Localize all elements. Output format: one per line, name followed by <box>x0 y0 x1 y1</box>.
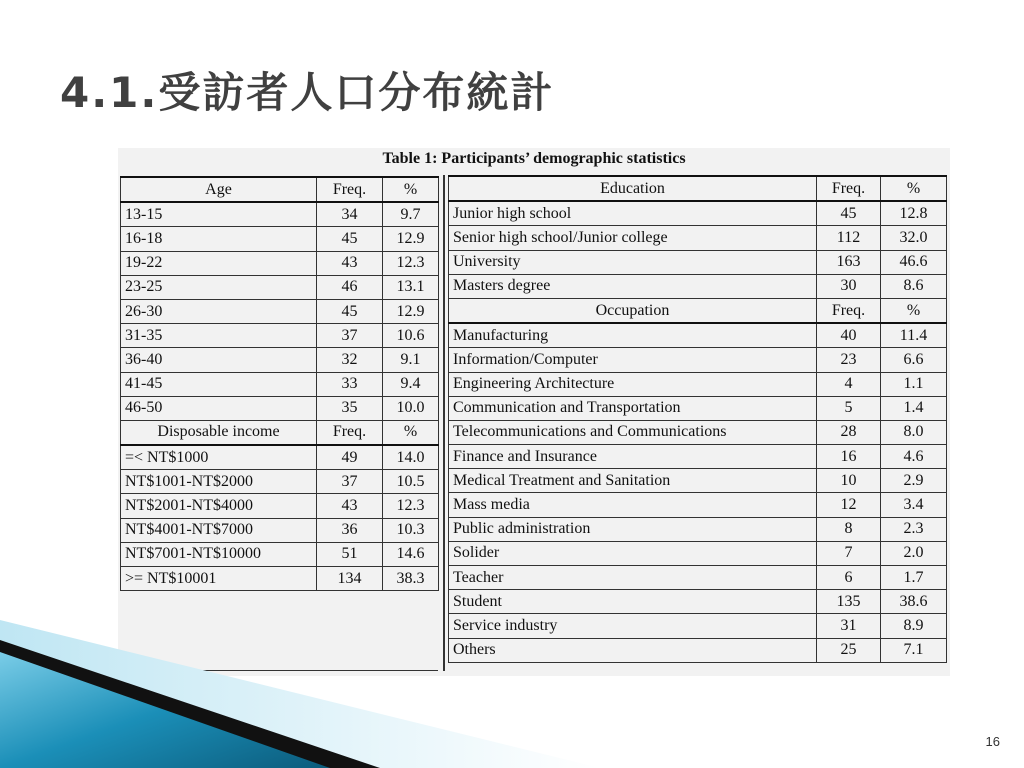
age-row-freq: 35 <box>317 396 383 420</box>
income-row <box>121 470 439 494</box>
occupation-freq-header: Freq. <box>817 298 881 323</box>
age-row-freq: 45 <box>317 227 383 251</box>
occupation-row-label: Finance and Insurance <box>449 445 817 469</box>
education-row <box>449 274 947 298</box>
age-row <box>121 372 439 396</box>
age-row-freq: 43 <box>317 251 383 275</box>
income-row-freq: 51 <box>317 542 383 566</box>
education-row-label: Masters degree <box>449 274 817 298</box>
income-header: Disposable income <box>121 420 317 445</box>
occupation-row-label: Teacher <box>449 566 817 590</box>
occupation-row-percent: 7.1 <box>881 638 947 662</box>
income-row <box>121 567 439 591</box>
occupation-row-percent: 2.9 <box>881 469 947 493</box>
occupation-row <box>449 541 947 565</box>
occupation-row <box>449 566 947 590</box>
age-percent-header: % <box>383 177 439 202</box>
age-row <box>121 275 439 299</box>
occupation-row-freq: 16 <box>817 445 881 469</box>
income-row-percent: 14.0 <box>383 445 439 470</box>
age-row-label: 36-40 <box>121 348 317 372</box>
age-row-percent: 12.9 <box>383 227 439 251</box>
education-row-percent: 46.6 <box>881 250 947 274</box>
age-header: Age <box>121 177 317 202</box>
occupation-row-percent: 4.6 <box>881 445 947 469</box>
occupation-row-freq: 6 <box>817 566 881 590</box>
occupation-row-label: Medical Treatment and Sanitation <box>449 469 817 493</box>
age-freq-header: Freq. <box>317 177 383 202</box>
education-row-label: Junior high school <box>449 201 817 226</box>
age-income-table <box>120 176 439 591</box>
age-row-label: 31-35 <box>121 324 317 348</box>
income-row-freq: 43 <box>317 494 383 518</box>
income-row-percent: 14.6 <box>383 542 439 566</box>
occupation-row-freq: 4 <box>817 372 881 396</box>
age-row-label: 46-50 <box>121 396 317 420</box>
occupation-header: Occupation <box>449 298 817 323</box>
occupation-row-percent: 11.4 <box>881 323 947 348</box>
occupation-row-label: Mass media <box>449 493 817 517</box>
occupation-row-freq: 5 <box>817 396 881 420</box>
education-rows <box>449 201 947 298</box>
income-row-label: >= NT$10001 <box>121 567 317 591</box>
education-occupation-table <box>448 175 947 663</box>
age-row <box>121 324 439 348</box>
income-row-percent: 38.3 <box>383 567 439 591</box>
education-row-label: Senior high school/Junior college <box>449 226 817 250</box>
education-row <box>449 226 947 250</box>
age-row-freq: 46 <box>317 275 383 299</box>
age-row <box>121 251 439 275</box>
page-number: 16 <box>985 734 1000 749</box>
income-row <box>121 518 439 542</box>
income-row-percent: 10.3 <box>383 518 439 542</box>
occupation-row-freq: 12 <box>817 493 881 517</box>
income-freq-header: Freq. <box>317 420 383 445</box>
age-rows <box>121 202 439 420</box>
occupation-row-label: Information/Computer <box>449 348 817 372</box>
occupation-row <box>449 469 947 493</box>
age-row <box>121 348 439 372</box>
occupation-row <box>449 445 947 469</box>
age-row-percent: 9.4 <box>383 372 439 396</box>
occupation-row-freq: 8 <box>817 517 881 541</box>
age-row <box>121 299 439 323</box>
occupation-row <box>449 493 947 517</box>
occupation-row-label: Student <box>449 590 817 614</box>
age-row-percent: 10.6 <box>383 324 439 348</box>
slide-decoration <box>0 600 1024 768</box>
occupation-row <box>449 348 947 372</box>
age-row-freq: 45 <box>317 299 383 323</box>
education-percent-header: % <box>881 176 947 201</box>
occupation-row-freq: 40 <box>817 323 881 348</box>
income-percent-header: % <box>383 420 439 445</box>
education-header-row <box>449 176 947 201</box>
occupation-row-label: Communication and Transportation <box>449 396 817 420</box>
income-row-label: NT$7001-NT$10000 <box>121 542 317 566</box>
occupation-row-label: Public administration <box>449 517 817 541</box>
demographic-table-image <box>118 148 950 676</box>
occupation-row-freq: 135 <box>817 590 881 614</box>
age-row-freq: 37 <box>317 324 383 348</box>
age-row-percent: 12.3 <box>383 251 439 275</box>
income-row-freq: 37 <box>317 470 383 494</box>
education-freq-header: Freq. <box>817 176 881 201</box>
occupation-row-percent: 6.6 <box>881 348 947 372</box>
income-row <box>121 494 439 518</box>
income-row-percent: 12.3 <box>383 494 439 518</box>
age-row <box>121 202 439 227</box>
income-row-freq: 36 <box>317 518 383 542</box>
occupation-row-label: Solider <box>449 541 817 565</box>
age-row-label: 23-25 <box>121 275 317 299</box>
income-row <box>121 542 439 566</box>
occupation-row-percent: 8.9 <box>881 614 947 638</box>
occupation-row-percent: 1.7 <box>881 566 947 590</box>
age-header-row <box>121 177 439 202</box>
occupation-percent-header: % <box>881 298 947 323</box>
occupation-row-percent: 3.4 <box>881 493 947 517</box>
occupation-row-freq: 23 <box>817 348 881 372</box>
age-row-percent: 10.0 <box>383 396 439 420</box>
occupation-row-label: Manufacturing <box>449 323 817 348</box>
occupation-row-label: Engineering Architecture <box>449 372 817 396</box>
education-row-freq: 30 <box>817 274 881 298</box>
occupation-row-percent: 8.0 <box>881 420 947 444</box>
age-row-label: 16-18 <box>121 227 317 251</box>
occupation-row-percent: 38.6 <box>881 590 947 614</box>
occupation-row-percent: 2.3 <box>881 517 947 541</box>
table-caption: Table 1: Participants’ demographic statistics <box>382 150 686 167</box>
income-rows <box>121 445 439 591</box>
income-row-percent: 10.5 <box>383 470 439 494</box>
age-row-freq: 32 <box>317 348 383 372</box>
age-row-label: 41-45 <box>121 372 317 396</box>
occupation-row <box>449 517 947 541</box>
occupation-header-row <box>449 298 947 323</box>
education-row <box>449 250 947 274</box>
occupation-row <box>449 396 947 420</box>
age-row-percent: 9.1 <box>383 348 439 372</box>
occupation-row-percent: 2.0 <box>881 541 947 565</box>
occupation-row-percent: 1.1 <box>881 372 947 396</box>
education-row-percent: 12.8 <box>881 201 947 226</box>
education-row-percent: 32.0 <box>881 226 947 250</box>
income-row-label: NT$4001-NT$7000 <box>121 518 317 542</box>
occupation-row-freq: 28 <box>817 420 881 444</box>
occupation-row <box>449 372 947 396</box>
income-row-label: NT$1001-NT$2000 <box>121 470 317 494</box>
education-row-freq: 45 <box>817 201 881 226</box>
table-divider <box>443 175 445 671</box>
slide-title: 4.1.受訪者人口分布統計 <box>60 68 555 117</box>
occupation-row-freq: 10 <box>817 469 881 493</box>
age-row-label: 19-22 <box>121 251 317 275</box>
occupation-row-label: Service industry <box>449 614 817 638</box>
income-row-freq: 134 <box>317 567 383 591</box>
occupation-row <box>449 323 947 348</box>
age-row-percent: 13.1 <box>383 275 439 299</box>
income-row-freq: 49 <box>317 445 383 470</box>
occupation-row-freq: 25 <box>817 638 881 662</box>
occupation-row-percent: 1.4 <box>881 396 947 420</box>
income-row <box>121 445 439 470</box>
education-row-percent: 8.6 <box>881 274 947 298</box>
age-row-percent: 9.7 <box>383 202 439 227</box>
occupation-row-label: Telecommunications and Communications <box>449 420 817 444</box>
occupation-row-label: Others <box>449 638 817 662</box>
age-row-freq: 33 <box>317 372 383 396</box>
income-header-row <box>121 420 439 445</box>
education-row <box>449 201 947 226</box>
age-row-percent: 12.9 <box>383 299 439 323</box>
occupation-row-freq: 7 <box>817 541 881 565</box>
age-row-label: 26-30 <box>121 299 317 323</box>
education-row-freq: 112 <box>817 226 881 250</box>
occupation-row <box>449 420 947 444</box>
education-row-freq: 163 <box>817 250 881 274</box>
age-row-label: 13-15 <box>121 202 317 227</box>
age-row <box>121 227 439 251</box>
income-row-label: =< NT$1000 <box>121 445 317 470</box>
income-row-label: NT$2001-NT$4000 <box>121 494 317 518</box>
occupation-row-freq: 31 <box>817 614 881 638</box>
age-row <box>121 396 439 420</box>
education-row-label: University <box>449 250 817 274</box>
education-header: Education <box>449 176 817 201</box>
age-row-freq: 34 <box>317 202 383 227</box>
